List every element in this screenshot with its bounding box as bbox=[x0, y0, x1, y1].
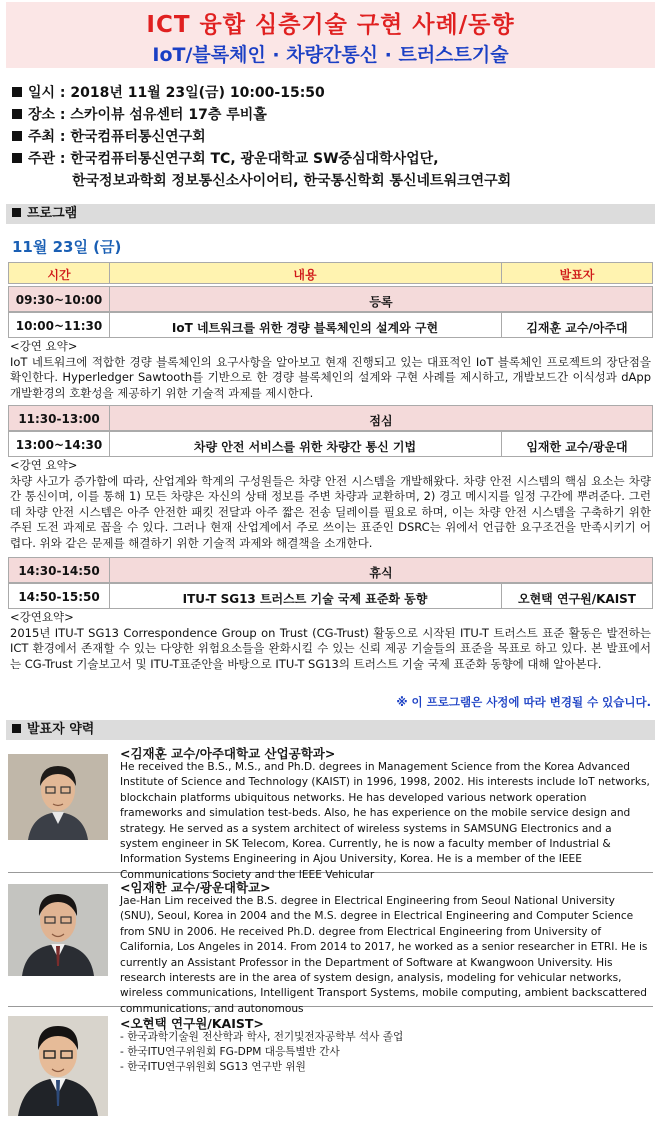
speaker-photo bbox=[8, 1016, 108, 1116]
abstract-3 bbox=[10, 610, 651, 672]
square-bullet-icon bbox=[12, 153, 22, 163]
table-row bbox=[8, 312, 653, 338]
row-content: ITU-T SG13 트러스트 기술 국제 표준화 동향 bbox=[182, 592, 428, 606]
abstract-text: 차량 사고가 증가함에 따라, 산업계와 학계의 구성원들은 차량 안전 시스템을 개발해왔다. 차량 안전 시스템의 핵심 요소는 차량간 통신이며, 이를 통해 1) 모든 차량은 자신의 상태 정보를 주변 차량과 교환하며, 2) 경고 메시지를 일정 구간에 뿌려준다. 그런데 차량 안전 시스템은 아주 안전한 패킷 전달과 아주 짧은 전송 딜레이를 필요로 하며, 이는 차량 안전 시스템을 구축하기 위한 주된 도전 과제로 꼽을 수 있다. 그러나 현재 산업계에서 주로 쓰이는 표준인 DSRC는 위에서 언급한 요구조건을 만족시키기 어렵다. 위와 같은 문제를 해결하기 위한 기술적 과제와 해결책을 소개한다. bbox=[10, 473, 651, 550]
row-content: 등록 bbox=[369, 295, 393, 309]
table-row bbox=[8, 405, 653, 431]
speaker-name: <임재한 교수/광운대학교> bbox=[120, 880, 271, 895]
column-header-time: 시간 bbox=[47, 268, 71, 282]
square-bullet-icon bbox=[12, 87, 22, 97]
table-row bbox=[8, 286, 653, 312]
speaker-photo bbox=[8, 884, 108, 976]
program-day: 11월 23일 (금) bbox=[12, 238, 122, 256]
speaker-photo bbox=[8, 754, 108, 840]
abstract-label: <강연 요약> bbox=[10, 339, 78, 353]
speaker-card bbox=[8, 744, 653, 881]
abstract-2 bbox=[10, 458, 651, 552]
speaker-bio: He received the B.S., M.S., and Ph.D. degrees in Management Science from the Korea Advanced Institute of Science and Technology (KAIST) in 1996, 1998, 2002. His interests include IoT networks, blockchain platforms ubiquitous networks. He has developed various network operation frameworks and simulation test-beds. Also, he has experience on the mobile service design and strategy. He served as a system architect of wireless systems in SAMSUNG Electronics and a system engineer in SK Telecom, Korea. Currently, he is now a faculty member of Industrial & Information Systems Engineering in Ajou University, Korea. He is a member of the IEEE Communications Society and the IEEE Vehicular bbox=[120, 761, 650, 881]
list-item: - 한국과학기술원 전산학과 학사, 전기및전자공학부 석사 졸업 bbox=[120, 1031, 404, 1043]
schedule-notice: ※ 이 프로그램은 사정에 따라 변경될 수 있습니다. bbox=[396, 695, 651, 709]
abstract-label: <강연요약> bbox=[10, 610, 74, 624]
abstract-1 bbox=[10, 339, 651, 401]
program-section-title: 프로그램 bbox=[27, 206, 78, 221]
info-host bbox=[12, 126, 206, 146]
info-organizer-line2: 한국정보과학회 정보통신소사이어티, 한국통신학회 통신네트워크연구회 bbox=[72, 173, 512, 189]
row-content: 차량 안전 서비스를 위한 차량간 통신 기법 bbox=[193, 440, 417, 454]
row-speaker: 오현택 연구원/KAIST bbox=[518, 592, 636, 606]
speaker-bio: Jae-Han Lim received the B.S. degree in Electrical Engineering from Seoul National University (SNU), Seoul, Korea in 2004 and the M.S. degree in Electrical Engineering and Computer Science from SNU in 2006. He received Ph.D. degree from Electrical Engineering from University of California, Los Angeles in 2014. From 2014 to 2017, he worked as a senior researcher in ETRI. He is currently an Assistant Professor in the Department of Software at Kwangwoon University. His research interests are in the area of system design, analysis, modeling for vehicular networks, wireless communications, Intelligent Transport Systems, mobile computing, ambient backscattered communications, and autonomous bbox=[120, 895, 648, 1015]
info-place-text: 장소 : 스카이뷰 섬유센터 17층 루비홀 bbox=[28, 107, 267, 123]
info-host-text: 주최 : 한국컴퓨터통신연구회 bbox=[28, 129, 206, 145]
info-date-text: 일시 : 2018년 11월 23일(금) 10:00-15:50 bbox=[28, 85, 325, 101]
speaker-name: <김재훈 교수/아주대학교 산업공학과> bbox=[120, 746, 336, 761]
row-time: 09:30~10:00 bbox=[15, 293, 103, 307]
row-content: 점심 bbox=[369, 414, 393, 428]
square-bullet-icon bbox=[12, 724, 21, 733]
row-time: 11:30-13:00 bbox=[18, 412, 100, 426]
info-organizer bbox=[12, 148, 439, 168]
info-place bbox=[12, 104, 267, 124]
row-time: 14:30-14:50 bbox=[18, 564, 100, 578]
info-organizer-text: 주관 : 한국컴퓨터통신연구회 TC, 광운대학교 SW중심대학사업단, bbox=[28, 151, 439, 167]
square-bullet-icon bbox=[12, 109, 22, 119]
abstract-text: IoT 네트워크에 적합한 경량 블록체인의 요구사항을 알아보고 현재 진행되고 있는 대표적인 IoT 블록체인 프로젝트의 장단점을 확인한다. Hyperledger Sawtooth를 기반으로 한 경량 블록체인의 설계와 구현 사례를 제시하고, 개발보드간 이식성과 dApp개발환경의 호환성을 제공하기 위한 기술적 과제를 제시한다. bbox=[10, 354, 651, 400]
page-title: ICT 융합 심층기술 구현 사례/동향 bbox=[146, 12, 515, 38]
row-speaker: 김재훈 교수/아주대 bbox=[526, 321, 628, 335]
list-item: - 한국ITU연구위원회 FG-DPM 대응특별반 간사 bbox=[120, 1046, 340, 1059]
row-time: 13:00~14:30 bbox=[15, 438, 103, 452]
row-content: IoT 네트워크를 위한 경량 블록체인의 설계와 구현 bbox=[171, 321, 439, 335]
row-speaker: 임재한 교수/광운대 bbox=[526, 440, 628, 454]
square-bullet-icon bbox=[12, 131, 22, 141]
table-row bbox=[8, 431, 653, 457]
column-header-content: 내용 bbox=[293, 268, 317, 282]
column-header-speaker: 발표자 bbox=[559, 268, 595, 282]
abstract-text: 2015년 ITU-T SG13 Correspondence Group on Trust (CG-Trust) 활동으로 시작된 ITU-T 트러스트 표준 활동은 발전하는 ICT 환경에서 존재할 수 있는 다양한 위험요소들을 완화시킬 수 있는 신뢰 제공 기술들의 표준을 목표로 하고 있다. 본 발표에서는 CG-Trust 기술보고서 및 ITU-T표준안을 바탕으로 ITU-T SG13의 트러스트 기술 국제 표준화 동향에 대해 알아본다. bbox=[10, 625, 651, 671]
row-time: 10:00~11:30 bbox=[15, 319, 103, 333]
list-item: - 한국ITU연구위원회 SG13 연구반 위원 bbox=[120, 1061, 306, 1074]
abstract-label: <강연 요약> bbox=[10, 458, 78, 472]
speaker-card bbox=[8, 1012, 653, 1118]
row-content: 휴식 bbox=[369, 566, 393, 580]
square-bullet-icon bbox=[12, 208, 21, 217]
info-date bbox=[12, 82, 325, 102]
speaker-card bbox=[8, 878, 653, 1015]
program-table-header bbox=[8, 262, 653, 284]
table-row bbox=[8, 583, 653, 609]
speakers-section-header bbox=[6, 720, 655, 740]
speaker-name: <오현택 연구원/KAIST> bbox=[120, 1016, 264, 1031]
title-banner bbox=[6, 2, 655, 68]
row-time: 14:50-15:50 bbox=[18, 590, 100, 604]
speakers-section-title: 발표자 약력 bbox=[27, 722, 95, 737]
page-subtitle: IoT/블록체인 · 차량간통신 · 트러스트기술 bbox=[152, 44, 509, 66]
table-row bbox=[8, 557, 653, 583]
speaker-bio-list bbox=[120, 1030, 650, 1076]
program-section-header bbox=[6, 204, 655, 224]
